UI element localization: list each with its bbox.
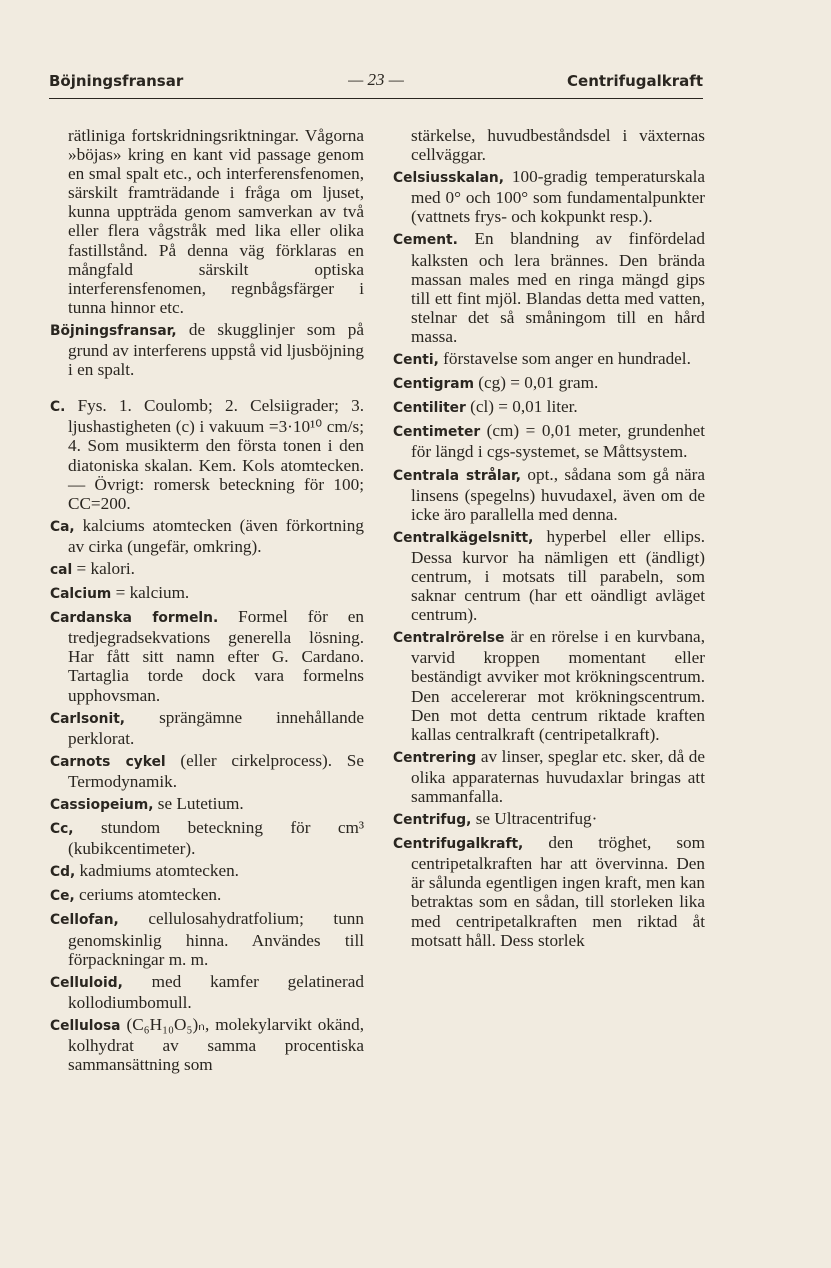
left-column: [50, 126, 364, 1077]
entry-headword: Centigram: [393, 376, 474, 393]
dictionary-entry: [50, 708, 364, 748]
dictionary-entry: [393, 373, 705, 394]
dictionary-entry: [50, 794, 364, 815]
header-rule: [49, 98, 703, 99]
entry-text: hyperbel eller ellips. Dessa kurvor ha nämligen ett (ändligt) centrum, i motsats till parabeln, som saknar centrum (har ett oändligt avläget centrum).: [411, 526, 705, 625]
entry-headword: Cd,: [50, 864, 76, 881]
dictionary-entry: [50, 861, 364, 882]
dictionary-entry: [50, 516, 364, 556]
entry-headword: Centrifug,: [393, 812, 472, 829]
dictionary-entry: [50, 909, 364, 968]
entry-text: = kalori.: [72, 558, 135, 578]
dictionary-entry: [393, 465, 705, 524]
entry-text: med kamfer gelatinerad kollodiumbomull.: [68, 971, 364, 1012]
running-header: [49, 72, 703, 94]
dictionary-entry: [393, 627, 705, 744]
entry-text: ceriums atomtecken.: [74, 885, 222, 905]
entry-headword: Centrifugalkraft,: [393, 836, 524, 853]
entry-text: se Ultracentrifug·: [471, 809, 598, 829]
dictionary-entry: [393, 349, 705, 370]
dictionary-entry: [393, 809, 705, 830]
entry-headword: Centrering: [393, 749, 477, 766]
entry-headword: Cellofan,: [50, 912, 119, 929]
dictionary-entry: [50, 396, 364, 513]
entry-headword: Celsiusskalan,: [393, 170, 504, 187]
entry-text: kalciums atomtecken (även förkortning av cirka (ungefär, omkring).: [68, 515, 364, 556]
dictionary-entry: [50, 126, 364, 317]
entry-text: Fys. 1. Coulomb; 2. Celsiigrader; 3. ljushastigheten (c) i vakuum =3·10¹⁰ cm/s; 4. Som musikterm den första tonen i den diatoniska skalan. Kem. Kols atomtecken. — Övrigt: romersk beteckning för 100; CC=200.: [65, 396, 364, 513]
dictionary-entry: [393, 229, 705, 346]
entry-headword: Centi,: [393, 352, 439, 369]
entry-headword: Cassiopeium,: [50, 797, 154, 813]
dictionary-entry: [50, 320, 364, 379]
entry-headword: Cement.: [393, 232, 458, 249]
dictionary-entry: [393, 747, 705, 806]
dictionary-entry: [50, 583, 364, 604]
dictionary-entry: [50, 885, 364, 906]
entry-headword: Centimeter: [393, 424, 481, 441]
entry-headword: Cc,: [50, 821, 74, 838]
entry-headword: C.: [50, 399, 66, 416]
entry-headword: Böjningsfransar,: [50, 322, 177, 339]
entry-text: cellulosahydratfolium; tunn genomskinlig hinna. Användes till förpackningar m. m.: [68, 909, 364, 969]
entry-headword: Centralkägelsnitt,: [393, 529, 534, 546]
header-left-term: Böjningsfransar: [49, 72, 184, 90]
entry-text: är en rörelse i en kurvbana, varvid kroppen momentant eller beständigt avviker mot krökningscentrum. Den accelererar mot krökningscentrum. Den mot detta centrum riktade kraften kallas centralkraft (centripetalkraft).: [411, 627, 705, 744]
dictionary-entry: [393, 421, 705, 461]
right-column: [393, 126, 705, 953]
entry-text: Formel för en tredjegradsekvations generella lösning. Har fått sitt namn efter G. Cardano. Tartaglia torde dock vara formelns upphovsman.: [68, 607, 364, 705]
entry-text: opt., sådana som gå nära linsens (spegelns) huvudaxel, även om de icke äro parallella med denna.: [411, 464, 705, 524]
dictionary-entry: [50, 607, 364, 704]
dictionary-entry: [393, 397, 705, 418]
entry-headword: Ca,: [50, 518, 75, 535]
entry-text: stärkelse, huvudbeståndsdel i växternas cellväggar.: [411, 126, 705, 165]
dictionary-entry: [50, 751, 364, 791]
entry-headword: Cardanska formeln.: [50, 610, 219, 627]
entry-headword: Calcium: [50, 586, 112, 603]
entry-text: de skugglinjer som på grund av interferens uppstå vid ljusböjning i en spalt.: [68, 319, 364, 380]
entry-text: 100-gradig temperaturskala med 0° och 100° som fundamentalpunkter (vattnets frys- och kokpunkt resp.).: [411, 167, 705, 227]
dictionary-entry: [50, 818, 364, 858]
entry-headword: Celluloid,: [50, 974, 123, 991]
dictionary-entry: [393, 527, 705, 624]
entry-text: (C₆H₁₀O₅)ₙ, molekylarvikt okänd, kolhydrat av samma procentiska sammansättning som: [68, 1014, 364, 1075]
page-number: — 23 —: [348, 70, 404, 89]
entry-text: förstavelse som anger en hundradel.: [438, 349, 691, 369]
section-gap: [50, 382, 364, 396]
entry-text: den tröghet, som centripetalkraften har att övervinna. Den är sålunda egentligen ingen kraft, men kan betraktas som en sådan, till storleken lika med centripetalkraften men riktad åt motsatt håll. Dess storlek: [411, 833, 705, 950]
dictionary-entry: [393, 167, 705, 226]
entry-text: se Lutetium.: [153, 794, 244, 813]
dictionary-entry: [393, 126, 705, 164]
dictionary-entry: [50, 972, 364, 1012]
entry-headword: Carnots cykel: [50, 753, 166, 770]
entry-headword: Carlsonit,: [50, 710, 126, 727]
entry-headword: Ce,: [50, 888, 75, 905]
entry-text: (eller cirkelprocess). Se Termodynamik.: [68, 750, 364, 791]
entry-text: (cl) = 0,01 liter.: [465, 397, 578, 417]
entry-text: stundom beteckning för cm³ (kubikcentimeter).: [68, 818, 364, 859]
entry-text: (cm) = 0,01 meter, grundenhet för längd i cgs-systemet, se Måttsystem.: [411, 421, 705, 462]
entry-text: En blandning av finfördelad kalksten och lera brännes. Den brända massan males med en ringa mängd gips till ett fint mjöl. Blandas detta med vatten, stelnar det så småningom till en hård massa.: [411, 229, 705, 346]
dictionary-entry: [50, 1015, 364, 1074]
entry-text: sprängämne innehållande perklorat.: [68, 707, 364, 748]
entry-text: (cg) = 0,01 gram.: [474, 373, 599, 393]
entry-text: = kalcium.: [111, 583, 190, 603]
entry-headword: Centralrörelse: [393, 630, 505, 647]
entry-text: av linser, speglar etc. sker, då de olika apparaternas huvudaxlar bringas att sammanfalla.: [411, 746, 705, 806]
entry-text: kadmiums atomtecken.: [75, 861, 239, 881]
dictionary-entry: [50, 559, 364, 580]
header-right-term: Centrifugalkraft: [567, 72, 703, 90]
entry-headword: cal: [50, 561, 73, 578]
dictionary-entry: [393, 833, 705, 950]
entry-headword: Cellulosa: [50, 1017, 121, 1034]
entry-headword: Centrala strålar,: [393, 467, 521, 484]
entry-text: rätliniga fortskridningsriktningar. Vågorna »böjas» kring en kant vid passage genom en smal spalt etc., och interferensfenomen, särskilt framträdande i fråga om ljuset, kunna uppträda genom samverkan av två eller flera vågstråk med lika eller olika fastillstånd. På denna väg förklaras en mångfald särskilt optiska interferensfenomen, regnbågsfärger i tunna hinnor etc.: [68, 126, 364, 317]
entry-headword: Centiliter: [393, 400, 466, 417]
